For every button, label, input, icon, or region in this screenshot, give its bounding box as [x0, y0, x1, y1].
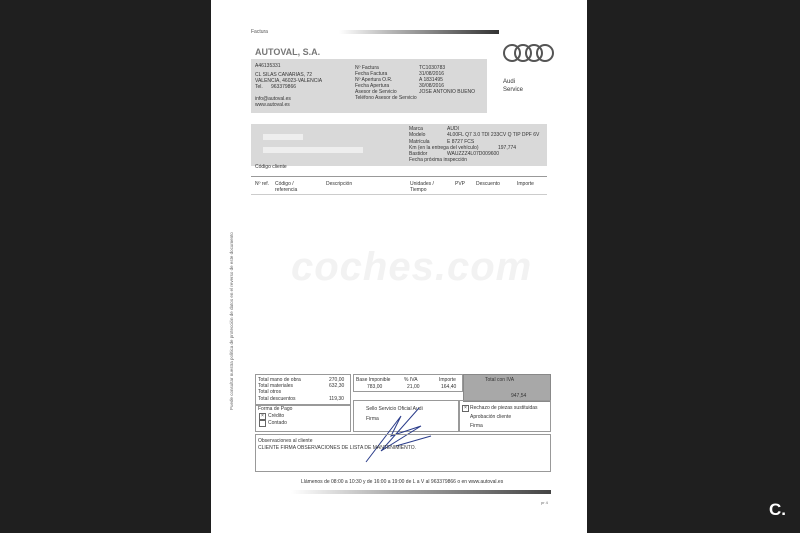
advisor: JOSE ANTONIO BUENO [419, 89, 476, 95]
labor-total-label: Total mano de obra [258, 377, 301, 383]
approval-label: Aprobación cliente [470, 414, 512, 420]
cif: A46135331 [255, 63, 281, 69]
vin-label: Bastidor [409, 151, 428, 157]
tax-base-label: Base Imponible [356, 377, 391, 383]
cash-checkbox[interactable] [259, 420, 266, 427]
or-number-label: Nº Apertura O.R. [355, 77, 393, 83]
redacted-client [263, 134, 303, 140]
open-date: 30/08/2016 [419, 83, 445, 89]
page-number: pr 4 [541, 500, 548, 505]
company-name: AUTOVAL, S.A. [255, 47, 321, 57]
credit-checkbox[interactable]: × [259, 413, 266, 420]
phone: 963379866 [271, 84, 297, 90]
doc-label: Factura [251, 29, 268, 35]
materials-total: 632,30 [329, 383, 345, 389]
col-code: Código / referencia [275, 181, 298, 193]
brand-service: Service [503, 87, 524, 93]
vat-amount-label: Importe [439, 377, 456, 383]
redacted-address [263, 147, 363, 153]
footer-hours: Llámenos de 08:00 a 10:30 y de 16:00 a 19:00 de L a V al 963379866 o en www.autoval.es [301, 479, 504, 485]
reject-parts-label: Rechazo de piezas sustituidas [470, 405, 538, 411]
invoice-date: 31/08/2016 [419, 71, 445, 77]
col-description: Descripción [326, 181, 353, 187]
address-line-1: CL SILAS CANARIAS, 72 [255, 72, 313, 78]
model: 4L00FL Q7 3.0 TDI 233CV Q TIP DPF 6V [447, 132, 540, 138]
client-code-label: Código cliente [255, 164, 287, 170]
plate: E 8727 FCS [447, 139, 475, 145]
col-ref: Nº ref. [255, 181, 270, 187]
col-pvp: PVP [455, 181, 466, 187]
table-header-rule [251, 194, 547, 195]
advisor-label: Asesor de Servicio [355, 89, 397, 95]
watermark: coches.com [291, 245, 533, 289]
col-discount: Descuento [476, 181, 500, 187]
vat-pct: 21,00 [407, 384, 420, 390]
or-number: A 1831495 [419, 77, 443, 83]
materials-total-label: Total materiales [258, 383, 294, 389]
table-top-rule [251, 176, 547, 177]
advisor-phone-label: Teléfono Asesor de Servicio [355, 95, 417, 101]
audi-logo-icon [501, 42, 557, 64]
email: info@autoval.es [255, 96, 291, 102]
bottom-gradient-bar [291, 490, 551, 494]
invoice-number-label: Nº Factura [355, 65, 379, 71]
grand-total: 947,54 [511, 393, 527, 399]
data-protection-note: Puede consultar nuestra política de protección de datos en el reverso de este documento [229, 232, 234, 410]
km: 197,774 [498, 145, 517, 151]
observations-label: Observaciones al cliente [258, 438, 313, 444]
corner-mark: C. [769, 500, 786, 519]
make: AUDI [447, 126, 459, 132]
next-inspection-label: Fecha próxima inspección [409, 157, 468, 163]
top-gradient-bar [339, 30, 499, 34]
discount-total-label: Total descuentos [258, 396, 296, 402]
labor-total: 270,00 [329, 377, 345, 383]
approval-signature-label: Firma [470, 423, 483, 429]
km-label: Km (en la entrega del vehículo) [409, 145, 479, 151]
vin: WAUZZZ4L07D009600 [447, 151, 500, 157]
vat-pct-label: % IVA [404, 377, 418, 383]
stamp-label: Sello Servicio Oficial Audi [366, 406, 423, 412]
invoice-date-label: Fecha Factura [355, 71, 388, 77]
reject-parts-checkbox[interactable]: × [462, 405, 469, 412]
model-label: Modelo [409, 132, 426, 138]
discount-total: 119,30 [329, 396, 344, 402]
signature-label: Firma [366, 416, 379, 422]
open-date-label: Fecha Apertura [355, 83, 390, 89]
col-units: Unidades / Tiempo [410, 181, 434, 193]
address-line-2: VALENCIA, 46023-VALENCIA [255, 78, 323, 84]
payment-label: Forma de Pago [258, 406, 293, 412]
invoice-number: TC1030783 [419, 65, 446, 71]
col-amount: Importe [517, 181, 534, 187]
other-total-label: Total otros [258, 389, 282, 395]
grand-total-label: Total con IVA [485, 377, 515, 383]
tax-base: 783,00 [367, 384, 383, 390]
invoice-page [211, 0, 587, 533]
phone-label: Tel. [255, 84, 263, 90]
vat-amount: 164,40 [441, 384, 457, 390]
cash-label: Contado [268, 420, 287, 426]
make-label: Marca [409, 126, 423, 132]
brand-audi: Audi [503, 79, 516, 85]
plate-label: Matrícula [409, 139, 430, 145]
web: www.autoval.es [255, 102, 290, 108]
credit-label: Crédito [268, 413, 285, 419]
observations-text: CLIENTE FIRMA OBSERVACIONES DE LISTA DE MANTENIMIENTO. [258, 445, 416, 451]
